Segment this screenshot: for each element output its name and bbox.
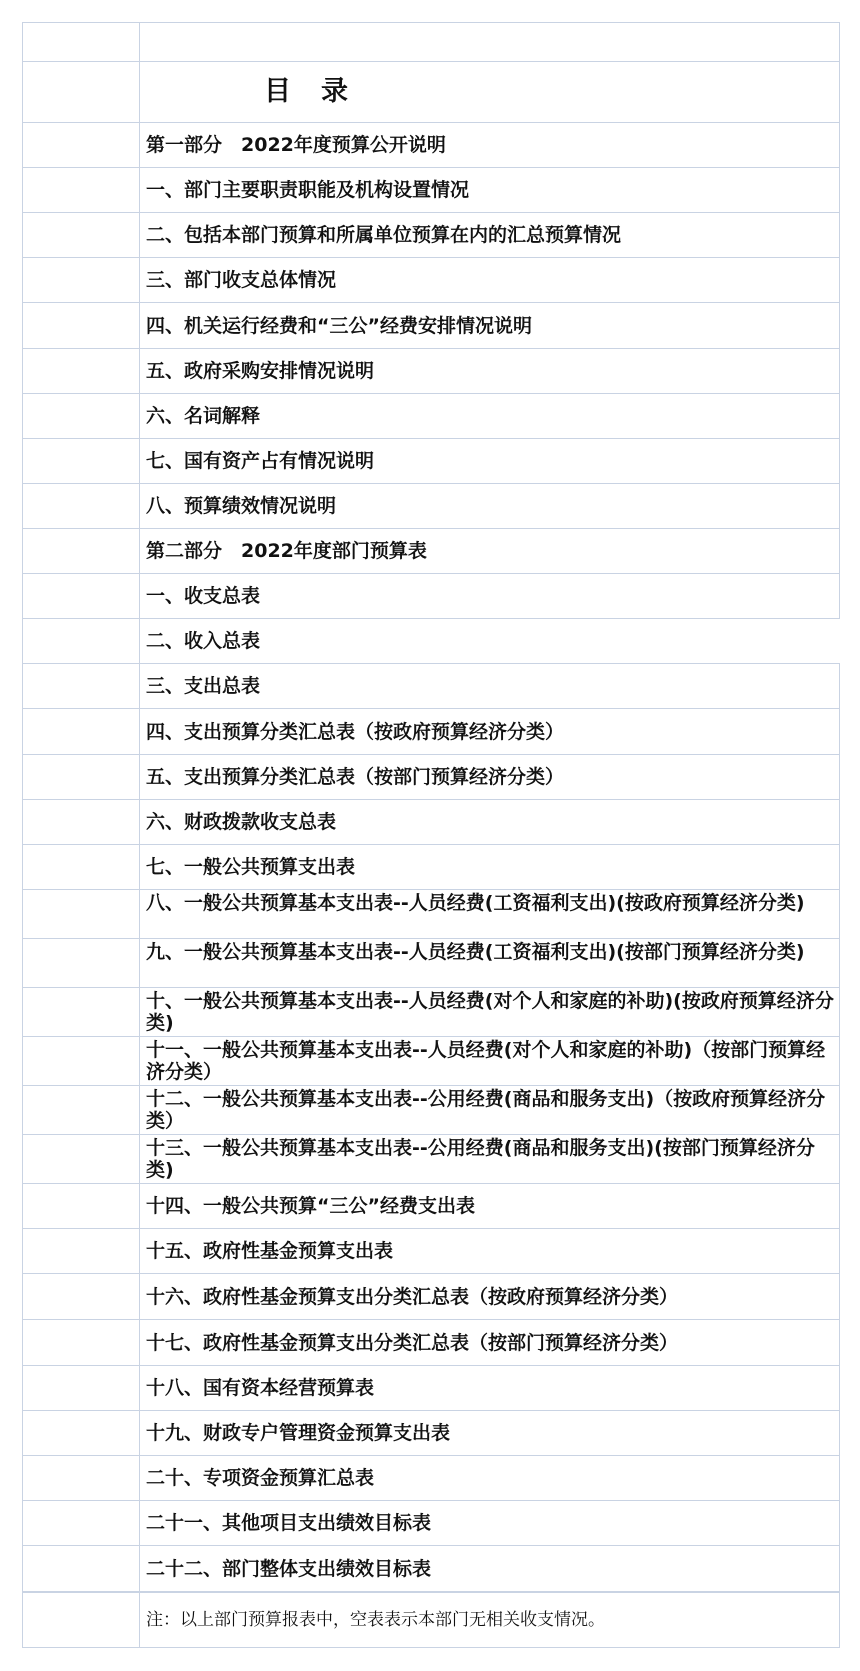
toc-entry: 五、支出预算分类汇总表（按部门预算经济分类） <box>140 755 840 799</box>
toc-row <box>22 528 840 573</box>
index-cell <box>22 1274 140 1319</box>
index-cell <box>22 23 140 61</box>
toc-row <box>22 844 840 889</box>
page-title <box>140 62 840 122</box>
toc-row <box>22 1545 840 1592</box>
index-cell <box>22 123 140 167</box>
index-cell <box>22 664 140 708</box>
toc-entry: 七、一般公共预算支出表 <box>140 845 840 889</box>
toc-row <box>22 1036 840 1085</box>
index-cell <box>22 988 140 1036</box>
index-cell <box>22 258 140 302</box>
toc-row <box>22 754 840 799</box>
index-cell <box>22 1411 140 1455</box>
toc-row <box>22 212 840 257</box>
toc-entry: 第一部分 2022年度预算公开说明 <box>140 123 840 167</box>
index-cell <box>22 1546 140 1591</box>
toc-table <box>22 22 840 1648</box>
toc-entry: 第二部分 2022年度部门预算表 <box>140 529 840 573</box>
toc-entry: 二、包括本部门预算和所属单位预算在内的汇总预算情况 <box>140 213 840 257</box>
title-char: 录 <box>321 76 348 107</box>
toc-row <box>22 618 840 663</box>
toc-row <box>22 1273 840 1319</box>
toc-entry: 二、收入总表 <box>146 630 261 652</box>
note-row <box>22 1592 840 1648</box>
index-cell <box>22 349 140 393</box>
toc-entry: 六、财政拨款收支总表 <box>140 800 840 844</box>
index-cell <box>22 709 140 754</box>
toc-row <box>22 708 840 754</box>
toc-entry: 九、一般公共预算基本支出表--人员经费(工资福利支出)(按部门预算经济分类) <box>140 939 840 987</box>
toc-entry: 十六、政府性基金预算支出分类汇总表（按政府预算经济分类） <box>140 1274 840 1319</box>
index-cell <box>22 439 140 483</box>
blank-row <box>22 22 840 61</box>
toc-entry: 一、收支总表 <box>140 574 840 618</box>
toc-row <box>22 483 840 528</box>
index-cell <box>22 574 140 618</box>
index-cell <box>22 213 140 257</box>
index-cell <box>22 1184 140 1228</box>
toc-row <box>22 1085 840 1134</box>
toc-entry: 六、名词解释 <box>140 394 840 438</box>
toc-row <box>22 122 840 167</box>
index-cell <box>22 800 140 844</box>
toc-row <box>22 348 840 393</box>
toc-entry: 二十二、部门整体支出绩效目标表 <box>140 1546 840 1591</box>
toc-entry: 八、预算绩效情况说明 <box>140 484 840 528</box>
toc-row <box>22 987 840 1036</box>
toc-row <box>22 257 840 302</box>
toc-row <box>22 1319 840 1365</box>
index-cell <box>22 62 140 122</box>
toc-entry: 十五、政府性基金预算支出表 <box>140 1229 840 1273</box>
title-char: 目 <box>264 76 291 107</box>
toc-entry: 七、国有资产占有情况说明 <box>140 439 840 483</box>
toc-row <box>22 799 840 844</box>
index-cell <box>22 619 140 663</box>
toc-row <box>22 573 840 618</box>
toc-entry: 一、部门主要职责职能及机构设置情况 <box>140 168 840 212</box>
toc-row <box>22 438 840 483</box>
toc-row <box>22 938 840 987</box>
toc-entry: 四、支出预算分类汇总表（按政府预算经济分类） <box>140 709 840 754</box>
toc-entry: 二十一、其他项目支出绩效目标表 <box>140 1501 840 1545</box>
index-cell <box>22 1037 140 1085</box>
title-row <box>22 61 840 122</box>
toc-entry: 二十、专项资金预算汇总表 <box>140 1456 840 1500</box>
index-cell <box>22 1229 140 1273</box>
toc-row <box>22 1365 840 1410</box>
toc-row <box>22 393 840 438</box>
toc-entry: 四、机关运行经费和“三公”经费安排情况说明 <box>140 303 840 348</box>
toc-row <box>22 1134 840 1183</box>
toc-entry: 十二、一般公共预算基本支出表--公用经费(商品和服务支出)（按政府预算经济分类） <box>140 1086 840 1134</box>
toc-row <box>22 663 840 708</box>
index-cell <box>22 845 140 889</box>
index-cell <box>22 939 140 987</box>
index-cell <box>22 1593 140 1647</box>
blank-cell <box>140 23 840 61</box>
index-cell <box>22 755 140 799</box>
toc-entry: 三、支出总表 <box>140 664 840 708</box>
index-cell <box>22 394 140 438</box>
note-text: 注：以上部门预算报表中，空表表示本部门无相关收支情况。 <box>140 1593 840 1647</box>
toc-entry: 五、政府采购安排情况说明 <box>140 349 840 393</box>
toc-row <box>22 1455 840 1500</box>
index-cell <box>22 303 140 348</box>
toc-entry: 十七、政府性基金预算支出分类汇总表（按部门预算经济分类） <box>140 1320 840 1365</box>
index-cell <box>22 890 140 938</box>
toc-entry: 十、一般公共预算基本支出表--人员经费(对个人和家庭的补助)(按政府预算经济分类) <box>140 988 840 1036</box>
toc-entry: 十一、一般公共预算基本支出表--人员经费(对个人和家庭的补助)（按部门预算经济分类） <box>140 1037 840 1085</box>
toc-row <box>22 167 840 212</box>
index-cell <box>22 484 140 528</box>
toc-row <box>22 889 840 938</box>
toc-row <box>22 302 840 348</box>
toc-row <box>22 1183 840 1228</box>
toc-entry: 十三、一般公共预算基本支出表--公用经费(商品和服务支出)(按部门预算经济分类) <box>140 1135 840 1183</box>
toc-entry: 十九、财政专户管理资金预算支出表 <box>140 1411 840 1455</box>
index-cell <box>22 529 140 573</box>
index-cell <box>22 1135 140 1183</box>
index-cell <box>22 1086 140 1134</box>
index-cell <box>22 1320 140 1365</box>
toc-row <box>22 1410 840 1455</box>
index-cell <box>22 168 140 212</box>
toc-entry: 八、一般公共预算基本支出表--人员经费(工资福利支出)(按政府预算经济分类) <box>140 890 840 938</box>
toc-entry: 三、部门收支总体情况 <box>140 258 840 302</box>
toc-entry: 十八、国有资本经营预算表 <box>140 1366 840 1410</box>
toc-row <box>22 1500 840 1545</box>
toc-entry: 十四、一般公共预算“三公”经费支出表 <box>140 1184 840 1228</box>
index-cell <box>22 1456 140 1500</box>
toc-row <box>22 1228 840 1273</box>
index-cell <box>22 1501 140 1545</box>
index-cell <box>22 1366 140 1410</box>
